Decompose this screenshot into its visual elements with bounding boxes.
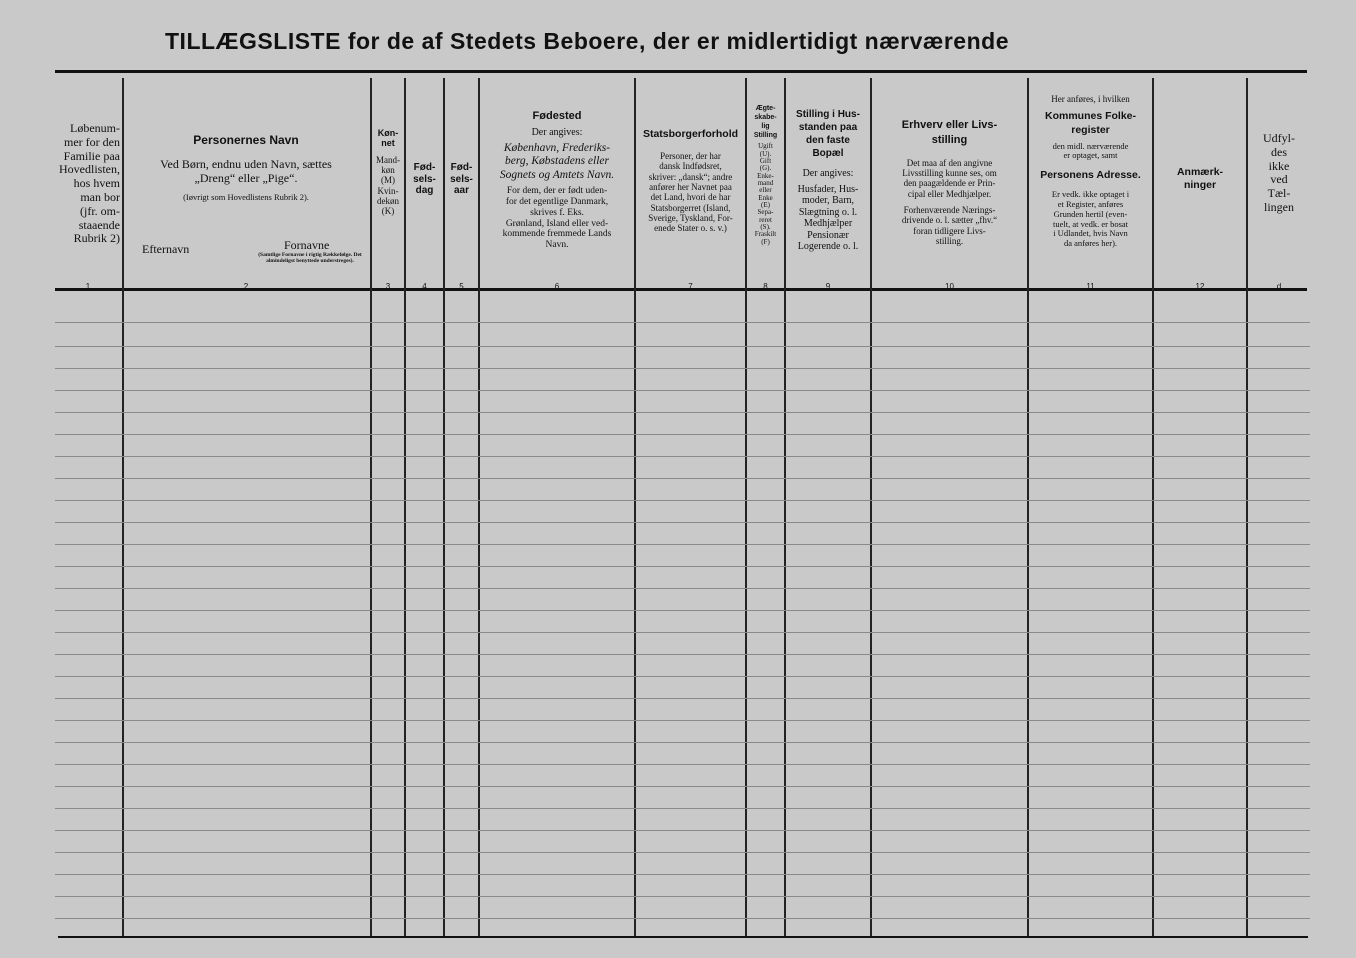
table-row[interactable] bbox=[55, 830, 1310, 831]
col-2-line1: Ved Børn, endnu uden Navn, sættes bbox=[160, 156, 332, 171]
col-5-title: Fød- sels- aar bbox=[450, 162, 473, 196]
col-2-efternavn: Efternavn bbox=[142, 242, 190, 257]
col-9-title: Stilling i Hus- standen paa den faste Bopæl bbox=[796, 109, 860, 159]
col-6-sub: Der angives: bbox=[531, 126, 583, 138]
col-number: 6 bbox=[554, 282, 560, 291]
table-row[interactable] bbox=[55, 896, 1310, 897]
col-number: 8 bbox=[763, 282, 768, 291]
col-10-title: Erhverv eller Livs- stilling bbox=[901, 119, 998, 146]
col-6-header bbox=[480, 86, 634, 310]
col-8-header bbox=[747, 86, 784, 304]
col-9-text: Husfader, Hus- moder, Barn, Slægtning o. l. Medhjælper Pensionær Logerende o. l. bbox=[797, 183, 859, 252]
col-8-title: Ægte- skabe- lig Stilling bbox=[753, 105, 778, 140]
col-number: 5 bbox=[459, 282, 464, 291]
col-number: 7 bbox=[688, 282, 693, 291]
col-number: 10 bbox=[945, 282, 954, 291]
col-2-line2: „Dreng“ eller „Pige“. bbox=[194, 170, 298, 185]
col-10-text1: Det maa af den angivne Livsstilling kunne ses, om den paagældende er Prin- cipal eller Medhjælper. bbox=[902, 157, 997, 199]
table-row[interactable] bbox=[55, 322, 1310, 323]
table-row[interactable] bbox=[55, 808, 1310, 809]
col-11-title2: Personens Adresse. bbox=[1040, 169, 1141, 182]
table-row[interactable] bbox=[55, 478, 1310, 479]
col-12-title: Anmærk- ninger bbox=[1176, 166, 1224, 192]
col-4-title: Fød- sels- dag bbox=[413, 162, 436, 196]
col-11-text1: den midl. nærværende er optaget, samt bbox=[1052, 140, 1129, 161]
col-number: 11 bbox=[1086, 282, 1095, 291]
bottom-rule bbox=[58, 936, 1308, 938]
table-row[interactable] bbox=[55, 500, 1310, 501]
table-row[interactable] bbox=[55, 742, 1310, 743]
col-number: 3 bbox=[385, 282, 391, 291]
col-11-header bbox=[1029, 86, 1152, 294]
col-number: 12 bbox=[1195, 282, 1205, 291]
col-9-sub: Der angives: bbox=[802, 168, 854, 179]
col-7-header bbox=[636, 86, 745, 328]
col-2-fornavne: Fornavne bbox=[284, 238, 330, 253]
col-3-title: Køn- net bbox=[377, 128, 399, 149]
table-row[interactable] bbox=[55, 698, 1310, 699]
table-row[interactable] bbox=[55, 412, 1310, 413]
table-row[interactable] bbox=[55, 346, 1310, 347]
col-number: 9 bbox=[825, 282, 831, 291]
col-6-text2: For dem, der er født uden- for det egentlige Danmark, skrives f. Eks. Grønland, Island eller ved- kommende fremmede Lands Navn. bbox=[502, 185, 612, 251]
col-7-text: Personer, der har dansk Indfødsret, skriver: „dansk“; andre anfører her Navnet paa det Land, hvori de har Statsborgerret (Island, Sverige, Tyskland, For- enede Stater o. s. v.) bbox=[648, 151, 733, 234]
col-number: d bbox=[1276, 282, 1282, 291]
table-row[interactable] bbox=[55, 588, 1310, 589]
form-title: TILLÆGSLISTE for de af Stedets Beboere, der er midlertidigt nærværende bbox=[165, 28, 1009, 54]
table-row[interactable] bbox=[55, 434, 1310, 435]
table-row[interactable] bbox=[55, 456, 1310, 457]
col-6-text1: København, Frederiks- berg, Købstadens eller Sognets og Amtets Navn. bbox=[499, 142, 615, 181]
col-7-title: Statsborgerforhold bbox=[642, 128, 739, 140]
table-row[interactable] bbox=[55, 654, 1310, 655]
table-row[interactable] bbox=[55, 522, 1310, 523]
col-8-text: Ugift (U). Gift (G). Enke- mand eller Enke (E) Sepa- reret (S). Fraskilt (F) bbox=[754, 142, 777, 246]
col-number: 2 bbox=[243, 282, 249, 291]
col-4-header bbox=[406, 86, 443, 362]
table-row[interactable] bbox=[55, 632, 1310, 633]
col-6-title: Fødested bbox=[532, 110, 582, 122]
table-row[interactable] bbox=[55, 874, 1310, 875]
top-rule bbox=[55, 70, 1307, 73]
col-number: 4 bbox=[422, 282, 427, 291]
table-row[interactable] bbox=[55, 390, 1310, 391]
table-row[interactable] bbox=[55, 676, 1310, 677]
col-9-header bbox=[786, 86, 870, 308]
table-row[interactable] bbox=[55, 764, 1310, 765]
col-2-header bbox=[124, 86, 368, 286]
col-number: 1 bbox=[85, 282, 91, 291]
col-11-title: Kommunes Folke- register bbox=[1044, 110, 1136, 136]
table-row[interactable] bbox=[55, 566, 1310, 567]
col-2-title: Personernes Navn bbox=[193, 133, 299, 147]
table-row[interactable] bbox=[55, 720, 1310, 721]
col-1-text: Løbenum- mer for den Familie paa Hovedlisten, hos hvem man bor (jfr. om- staaende Rubrik 2) bbox=[59, 121, 120, 246]
col-12-header bbox=[1154, 86, 1246, 366]
col-2-line3: (Iøvrigt som Hovedlistens Rubrik 2). bbox=[183, 192, 309, 203]
col-3-text: Mand- køn (M) Kvin- dekøn (K) bbox=[376, 154, 400, 217]
table-row[interactable] bbox=[55, 852, 1310, 853]
table-row[interactable] bbox=[55, 610, 1310, 611]
table-row[interactable] bbox=[55, 918, 1310, 919]
col-5-header bbox=[445, 86, 478, 362]
col-d-header bbox=[1248, 86, 1310, 332]
col-d-text: Udfyl- des ikke ved Tæl- lingen bbox=[1263, 131, 1295, 214]
col-11-text0: Her anføres, i hvilken bbox=[1051, 94, 1130, 104]
table-row[interactable] bbox=[55, 544, 1310, 545]
col-11-text2: Er vedk. ikke optaget i et Register, anføres Grunden hertil (even- tuelt, at vedk. er bosat i Udlandet, hvis Navn da anføres her). bbox=[1051, 189, 1130, 249]
col-2-fornavne-note: (Samtlige Fornavne i rigtig Rækkefølge. Det almindeligst benyttede understreges). bbox=[258, 252, 362, 264]
col-2-subheads bbox=[124, 239, 368, 279]
col-10-text2: Forhenværende Nærings- drivende o. l. sætter „fhv.“ foran tidligere Livs- stilling. bbox=[901, 205, 998, 247]
table-row[interactable] bbox=[55, 786, 1310, 787]
table-row[interactable] bbox=[55, 368, 1310, 369]
col-3-header bbox=[372, 86, 404, 328]
